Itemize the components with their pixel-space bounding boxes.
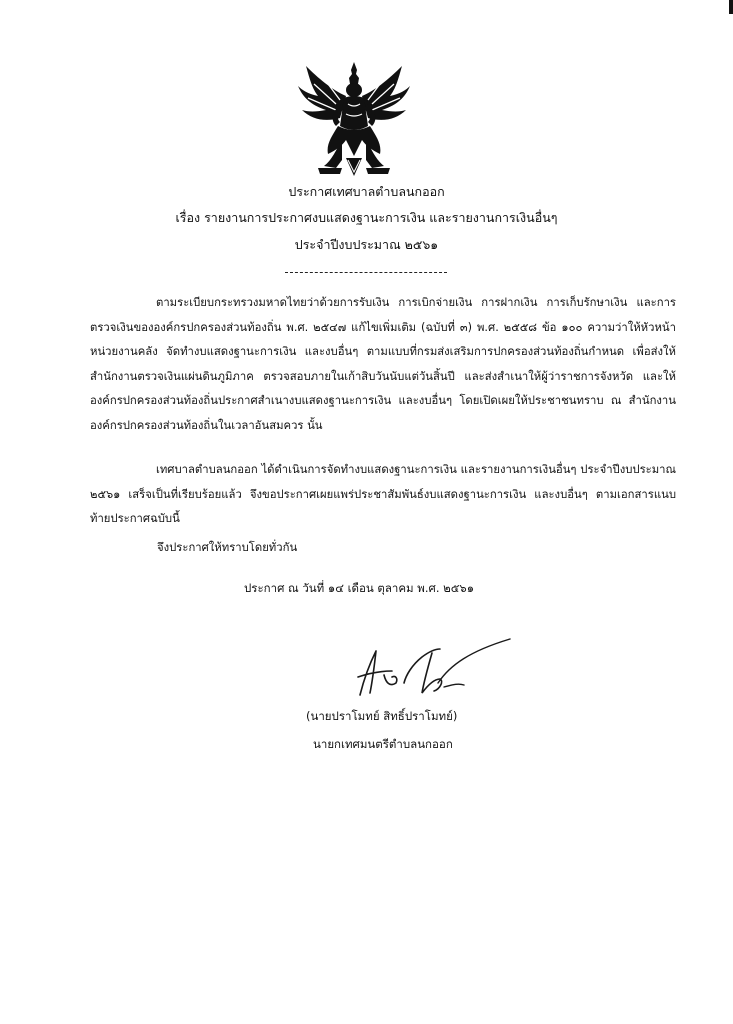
signatory-name: (นายปราโมทย์ สิทธิ์ปราโมทย์) [306,709,458,723]
title-divider [285,272,447,273]
announcement-title: ประกาศเทศบาลตำบลนกออก [288,184,445,199]
announcement-subject: เรื่อง รายงานการประกาศงบแสดงฐานะการเงิน และรายงานการเงินอื่นๆ [175,210,558,225]
announcement-date: ประกาศ ณ วันที่ ๑๔ เดือน ตุลาคม พ.ศ. ๒๕๖๑ [244,581,475,595]
body-paragraph-2: เทศบาลตำบลนกออก ได้ดำเนินการจัดทำงบแสดงฐานะการเงิน และรายงานการเงินอื่นๆ ประจำปีงบประมาณ ๒๕๖๑ เสร็จเป็นที่เรียบร้อยแล้ว จึงขอประกาศเผยแพร่ประชาสัมพันธ์งบแสดงฐานะการเงิน และงบอื่นๆ ตามเอกสารแนบท้ายประกาศฉบับนี้ [90,463,676,525]
signatory-title: นายกเทศมนตรีตำบลนกออก [313,737,453,751]
garuda-emblem-icon [296,60,412,178]
scan-edge-mark [729,0,733,14]
body-paragraph-1: ตามระเบียบกระทรวงมหาดไทยว่าด้วยการรับเงิน การเบิกจ่ายเงิน การฝากเงิน การเก็บรักษาเงิน และการตรวจเงินขององค์กรปกครองส่วนท้องถิ่น พ.ศ. ๒๕๔๗ แก้ไขเพิ่มเติม (ฉบับที่ ๓) พ.ศ. ๒๕๕๘ ข้อ ๑๐๐ ความว่าให้หัวหน้าหน่วยงานคลัง จัดทำงบแสดงฐานะการเงิน และงบอื่นๆ ตามแบบที่กรมส่งเสริมการปกครองส่วนท้องถิ่นกำหนด เพื่อส่งให้สำนักงานตรวจเงินแผ่นดินภูมิภาค ตรวจสอบภายในเก้าสิบวันนับแต่วันสิ้นปี และส่งสำเนาให้ผู้ว่าราชการจังหวัด และให้องค์กรปกครองส่วนท้องถิ่นประกาศสำเนางบแสดงฐานะการเงิน และงบอื่นๆ โดยเปิดเผยให้ประชาชนทราบ ณ สำนักงานองค์กรปกครองส่วนท้องถิ่นในเวลาอันสมควร นั้น [90,296,676,432]
fiscal-year-line: ประจำปีงบประมาณ ๒๕๖๑ [294,237,439,252]
body-paragraph-3: จึงประกาศให้ทราบโดยทั่วกัน [157,541,298,554]
handwritten-signature [340,635,515,705]
